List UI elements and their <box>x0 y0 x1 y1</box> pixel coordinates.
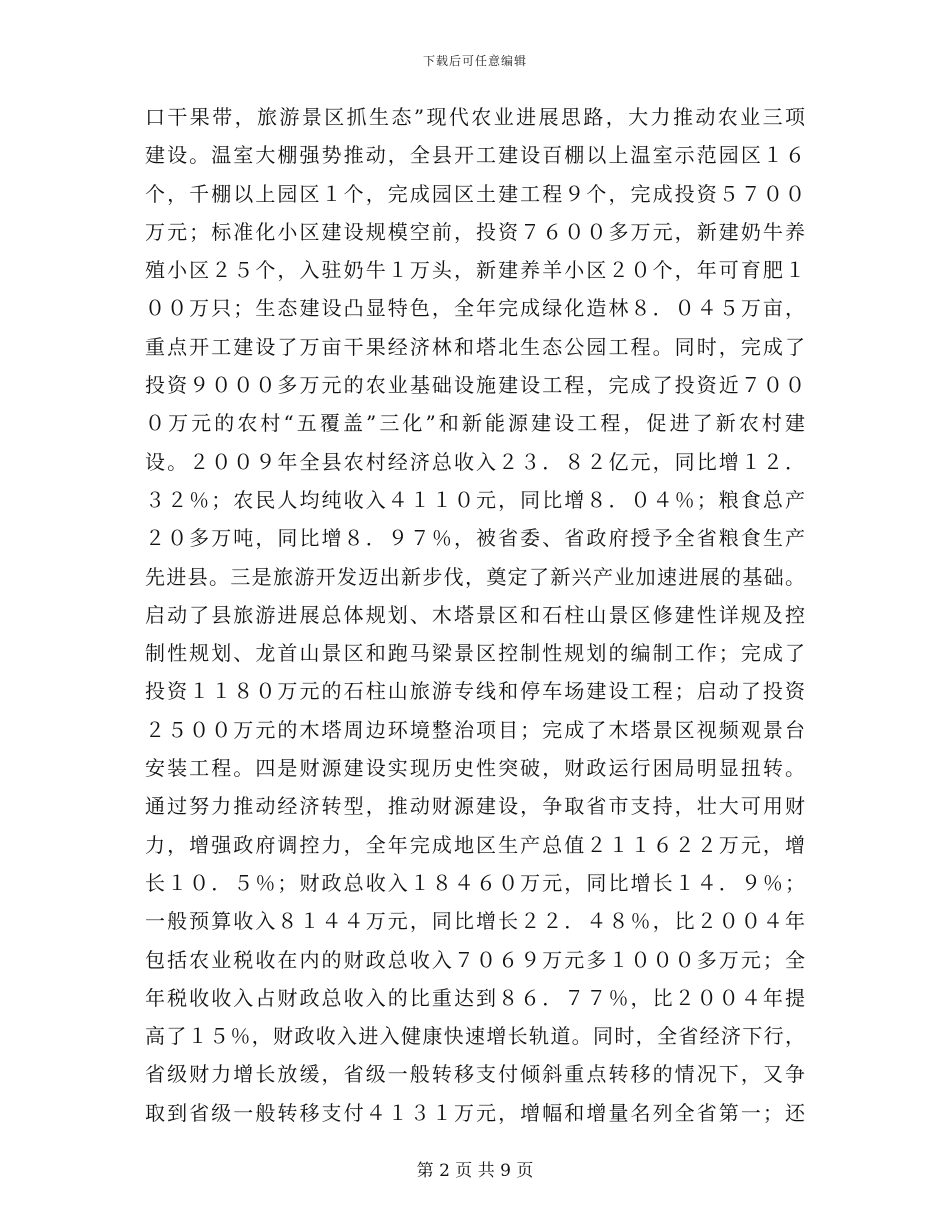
text-line: 先进县。三是旅游开发迈出新步伐，奠定了新兴产业加速进展的基础。 <box>145 564 805 589</box>
text-line: 口干果带，旅游景区抓生态”现代农业进展思路，大力推动农业三项 <box>145 105 805 129</box>
text-line: 建设。温室大棚强势推动，全县开工建设百棚以上温室示范园区１６ <box>145 143 805 168</box>
text-line: ００万只；生态建设凸显特色，全年完成绿化造林８．０４５万亩， <box>145 296 805 321</box>
text-line: 力，增强政府调控力，全年完成地区生产总值２１１６２２万元，增 <box>145 832 805 857</box>
text-line: 安装工程。四是财源建设实现历史性突破，财政运行困局明显扭转。 <box>145 756 805 781</box>
text-line: 殖小区２５个，入驻奶牛１万头，新建养羊小区２０个，年可育肥１ <box>145 258 805 283</box>
text-line: ２０多万吨，同比增８．９７％，被省委、省政府授予全省粮食生产 <box>145 526 805 551</box>
text-line: 年税收收入占财政总收入的比重达到８６．７７％，比２００４年提 <box>145 985 805 1010</box>
text-line: 设。２００９年全县农村经济总收入２３．８２亿元，同比增１２． <box>145 449 805 474</box>
text-line: ２５００万元的木塔周边环境整治项目；完成了木塔景区视频观景台 <box>145 717 805 742</box>
text-line: ３２％；农民人均纯收入４１１０元，同比增８．０４％；粮食总产 <box>145 487 805 512</box>
text-line: 重点开工建设了万亩干果经济林和塔北生态公园工程。同时，完成了 <box>145 334 805 359</box>
text-line: 投资１１８０万元的石柱山旅游专线和停车场建设工程；启动了投资 <box>145 679 805 704</box>
page-footer <box>0 1156 950 1181</box>
text-line: 一般预算收入８１４４万元，同比增长２２．４８％，比２００４年 <box>145 909 805 934</box>
text-line: 包括农业税收在内的财政总收入７０６９万元多１０００多万元；全 <box>145 947 805 972</box>
text-line: 高了１５％，财政收入进入健康快速增长轨道。同时，全省经济下行， <box>145 1024 805 1049</box>
text-line: 万元；标准化小区建设规模空前，投资７６００多万元，新建奶牛养 <box>145 219 805 244</box>
text-line: 制性规划、龙首山景区和跑马梁景区控制性规划的编制工作；完成了 <box>145 641 805 666</box>
text-line: 启动了县旅游进展总体规划、木塔景区和石柱山景区修建性详规及控 <box>145 602 805 627</box>
document-body <box>145 98 805 1132</box>
text-line: 通过努力推动经济转型，推动财源建设，争取省市支持，壮大可用财 <box>145 794 805 819</box>
page-header: 下载后可任意编辑 <box>422 54 527 68</box>
text-line: 省级财力增长放缓，省级一般转移支付倾斜重点转移的情况下，又争 <box>145 1062 805 1087</box>
text-line: 取到省级一般转移支付４１３１万元，增幅和增量名列全省第一；还 <box>145 1100 805 1125</box>
text-line: 长１０．５％；财政总收入１８４６０万元，同比增长１４．９％； <box>145 870 805 895</box>
text-line: 投资９０００多万元的农业基础设施建设工程，完成了投资近７００ <box>145 373 805 398</box>
text-line: ０万元的农村“五覆盖”三化”和新能源建设工程，促进了新农村建 <box>145 411 805 436</box>
page-number: 第 2 页 共 9 页 <box>416 1161 534 1181</box>
text-line: 个，千棚以上园区１个，完成园区土建工程９个，完成投资５７００ <box>145 181 805 206</box>
